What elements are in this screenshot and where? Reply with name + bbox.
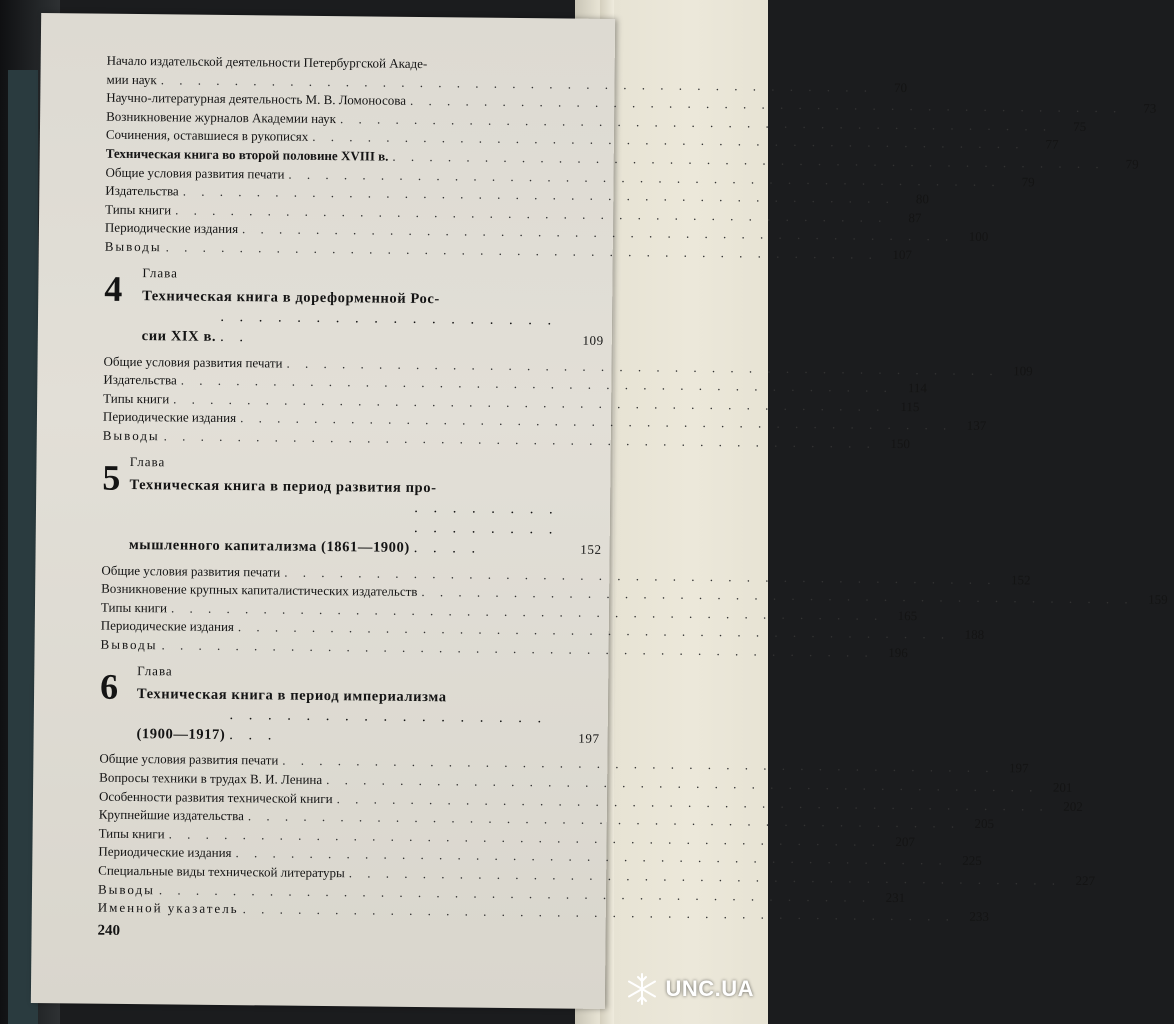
leader-dots: . . . . . . . . . . . . . . . . . . . . . . . . . . . . . . . . . . . . . . . (165, 239, 878, 262)
leader-dots: . . . . . . . . . . . . . . . . . . . . . . . . . . . . . . . . . . . . . . . (240, 410, 953, 433)
toc-entry-page: 73 (1143, 100, 1157, 116)
toc-entry-title: Возникновение журналов Академии наук (106, 108, 337, 126)
toc-entry-title: Периодические издания (100, 617, 235, 635)
chapter-heading (100, 662, 601, 749)
toc-entry-page: 202 (1063, 798, 1083, 814)
leader-dots: . . . . . . . . . . . . . . . . . . . . . . . . . . . . . . . . . . . . . . . (242, 901, 955, 924)
toc-entry-page: 100 (968, 229, 989, 245)
toc-entry-page: 75 (1073, 118, 1087, 134)
leader-dots: . . . . . . . . . . . . . . . . . . . . . . . . . . . . . . . . . . . . . . . (286, 355, 999, 378)
chapter-entries (100, 561, 1168, 661)
toc-entry-title: Выводы (104, 238, 162, 255)
chapter-label: Глава (137, 662, 173, 679)
chapter-page: 152 (580, 541, 602, 557)
leader-dots: . . . . . . . . . . . . . . . . . . . . . . . . . . . . . . . . . . . . . . . (237, 619, 951, 642)
toc-entry-title: Крупнейшие издательства (98, 806, 244, 824)
toc-entry-title: Выводы (102, 427, 160, 444)
leader-dots: . . . . . . . . . . . . . . . . . . . . . . . . . . . . . . . . . . . . . . . (170, 600, 884, 623)
toc-entry-title: Типы книги (103, 390, 170, 407)
toc-entry-page: 79 (1021, 173, 1035, 189)
chapter-page: 109 (582, 332, 604, 348)
chapter-title-line: (1900—1917) (136, 725, 226, 743)
toc-entry-page: 165 (897, 607, 918, 623)
toc-entry-title: Периодические издания (98, 844, 232, 861)
leader-dots: . . . . . . . . . . . . . . . . . . . . . . . . . . . . . . . . . . . . . . . (158, 881, 872, 905)
chapter-number: 6 (99, 666, 119, 707)
chapter-page: 197 (578, 730, 600, 746)
toc-entry-title: Сочинения, оставшиеся в рукописях (105, 127, 309, 145)
leader-dots: . . . . . . . . . . . . . . . . . . . . (220, 308, 558, 346)
table-of-contents (97, 52, 1168, 945)
toc-entry-page: 80 (915, 191, 930, 207)
toc-entry-title: Общие условия развития печати (105, 164, 285, 182)
toc-entry-title: Техническая книга во второй половине XVIII в. (105, 145, 389, 164)
toc-entry-page: 197 (1008, 760, 1029, 776)
leader-dots: . . . . . . . . . . . . . . . . . . . . . . . . . . . . . . . . . . . . . . . (180, 372, 894, 396)
leader-dots: . . . . . . . . . . . . . . . . . . . . . . . . . . . . . . . . . . . . . . . (348, 865, 1062, 888)
leader-dots: . . . . . . . . . . . . . . . . . . . . . . . . . . . . . . . . . . . . . . . (336, 790, 1049, 814)
toc-entry-title: Специальные виды технической литературы (98, 862, 345, 881)
leader-dots: . . . . . . . . . . . . . . . . . . . . . . . . . . . . . . . . . . . . . . . (182, 183, 896, 207)
toc-entry-page: 79 (1125, 156, 1139, 172)
chapter-heading-text (136, 662, 600, 749)
toc-entry-title: Научно-литературная деятельность М. В. Ломоносова (106, 89, 407, 109)
chapter-number: 5 (102, 457, 121, 498)
toc-entry-page: 207 (895, 833, 915, 850)
leader-dots: . . . . . . . . . . . . . . . . . . . . . . . . . . . . . . . . . . . . . . . (175, 202, 888, 225)
leader-dots: . . . . . . . . . . . . . . . . . . . . . . . . . . . . . . . . . . . . . . . (312, 129, 1025, 152)
page-number: 240 (97, 922, 121, 940)
leader-dots: . . . . . . . . . . . . . . . . . . . . . . . . . . . . . . . . . . . . . . . (173, 391, 886, 414)
chapter-number: 4 (104, 268, 123, 309)
leader-dots: . . . . . . . . . . . . . . . . . . . . . . . . . . . . . . . . . . . . . . . (247, 808, 961, 831)
toc-entry-title: Выводы (97, 881, 156, 897)
chapter-title-row (142, 306, 605, 351)
toc-entry-page: 159 (1148, 591, 1168, 607)
toc-entry-title: Выводы (100, 636, 158, 653)
toc-entry-page: 152 (1010, 571, 1031, 587)
leader-dots: . . . . . . . . . . . . . . . . . . . . . . . . . . . . . . . . . . . . . . . (326, 772, 1039, 795)
toc-entry-title: Типы книги (105, 201, 172, 218)
chapter-title-line: сии XIX в. (141, 328, 217, 345)
toc-entry (102, 426, 911, 452)
chapter-section (102, 264, 1033, 452)
leader-dots: . . . . . . . . . . . . . . . . . . . . . . . . . . . . . . . . . . . . . . . (242, 221, 955, 244)
toc-entry-title-line: Начало издательской деятельности Петербургской Акаде- (106, 52, 428, 72)
toc-entry-page: 114 (907, 380, 928, 396)
toc-entry-page: 137 (966, 418, 987, 434)
leader-dots: . . . . . . . . . . . . . . . . . . . . . . . . . . . . . . . . . . . . . . . (168, 826, 881, 849)
toc-entry-title-line: мии наук (106, 71, 157, 87)
toc-entry-page: 196 (888, 644, 908, 661)
chapter-title-line: Техническая книга в период развития про- (129, 476, 437, 497)
chapter-label: Глава (142, 265, 179, 281)
chapter-title-line: Техническая книга в дореформенной Рос- (142, 288, 440, 308)
toc-entry-page: 77 (1045, 136, 1059, 153)
toc-entry-page: 109 (1013, 362, 1033, 378)
toc-entry-title: Периодические издания (104, 220, 239, 237)
chapter-entries (102, 352, 1033, 452)
leader-dots: . . . . . . . . . . . . . . . . . . . . . . . . . . . . . . . . . . . . . . . (161, 637, 874, 660)
watermark (625, 972, 754, 1006)
toc-entry-title: Вопросы техники в трудах В. И. Ленина (99, 769, 323, 788)
toc-entry-title: Именной указатель (97, 899, 239, 917)
toc-entry-page: 233 (969, 909, 989, 925)
leader-dots: . . . . . . . . . . . . . . . . . . . . (229, 706, 548, 744)
toc-entry-page: 188 (964, 627, 985, 643)
leader-dots: . . . . . . . . . . . . . . . . . . . . . . . . . . . . . . . . . . . . . . . (288, 166, 1001, 189)
leader-dots: . . . . . . . . . . . . . . . . . . . . . . . . . . . . . . . . . . . . . . . (163, 428, 877, 451)
toc-entry-page: 150 (890, 435, 911, 452)
chapter-heading-text (142, 264, 605, 351)
toc-entry-title: Общие условия развития печати (103, 353, 283, 371)
leader-dots: . . . . . . . . . . . . . . . . . . . . . . . . . . . . . . . . . . . . . . . (339, 110, 1053, 134)
toc-entry-title: Типы книги (98, 825, 165, 842)
chapter-title-line: мышленного капитализма (1861—1900) (128, 536, 410, 556)
toc-entry-page: 227 (1075, 872, 1096, 889)
toc-entry-page: 225 (962, 853, 982, 869)
chapter-heading-text (129, 453, 603, 560)
chapter-title-row (136, 704, 600, 749)
watermark-text: UNC.UA (665, 976, 754, 1001)
toc-entry-title: Издательства (105, 182, 179, 199)
chapter-title-row (129, 495, 602, 560)
chapter-title-line: Техническая книга в период империализма (136, 685, 447, 706)
leader-dots: . . . . . . . . . . . . . . . . . . . . . . . . . . . . . . . . . . . . . . . (160, 71, 874, 95)
leader-dots: . . . . . . . . . . . . . . . . . . . . (413, 499, 559, 557)
toc-entry-page: 231 (885, 889, 906, 905)
chapter-entries (97, 750, 1096, 925)
snowflake-icon (625, 972, 659, 1006)
chapter-heading (102, 453, 603, 560)
chapter-section (100, 453, 1168, 661)
toc-entry-title: Общие условия развития печати (101, 562, 281, 580)
toc-entry-title: Издательства (103, 371, 177, 388)
leader-dots: . . . . . . . . . . . . . . . . . . . . . . . . . . . . . . . . . . . . . . . (235, 845, 948, 868)
toc-entry-page: 87 (908, 209, 922, 225)
toc-entry-title: Особенности развития технической книги (98, 788, 333, 806)
chapter-label: Глава (129, 453, 166, 470)
leader-dots: . . . . . . . . . . . . . . . . . . . . . . . . . . . . . . . . . . . . . . . (284, 564, 997, 587)
toc-entry (97, 898, 989, 925)
leader-dots: . . . . . . . . . . . . . . . . . . . . . . . . . . . . . . . . . . . . . . . (421, 584, 1134, 607)
leader-dots: . . . . . . . . . . . . . . . . . . . . . . . . . . . . . . . . . . . . . . . (392, 148, 1105, 172)
toc-entry-page: 70 (893, 79, 908, 95)
leader-dots: . . . . . . . . . . . . . . . . . . . . . . . . . . . . . . . . . . . . . . . (409, 93, 1123, 116)
chapter-heading (104, 264, 605, 351)
toc-entry-page: 201 (1052, 779, 1073, 795)
toc-entry-page: 205 (974, 816, 995, 832)
toc-entry (100, 635, 908, 661)
toc-entry-title: Периодические издания (102, 409, 237, 426)
toc-entry-page: 107 (892, 246, 912, 263)
toc-entry-title: Общие условия развития печати (99, 751, 279, 769)
chapter-section (97, 662, 1096, 925)
leader-dots: . . . . . . . . . . . . . . . . . . . . . . . . . . . . . . . . . . . . . . . (282, 753, 995, 776)
toc-entry-title: Типы книги (100, 599, 168, 616)
toc-entry (104, 237, 912, 263)
toc-entry-title: Возникновение крупных капиталистических издательств (101, 580, 418, 600)
toc-entry-page: 115 (900, 398, 920, 414)
